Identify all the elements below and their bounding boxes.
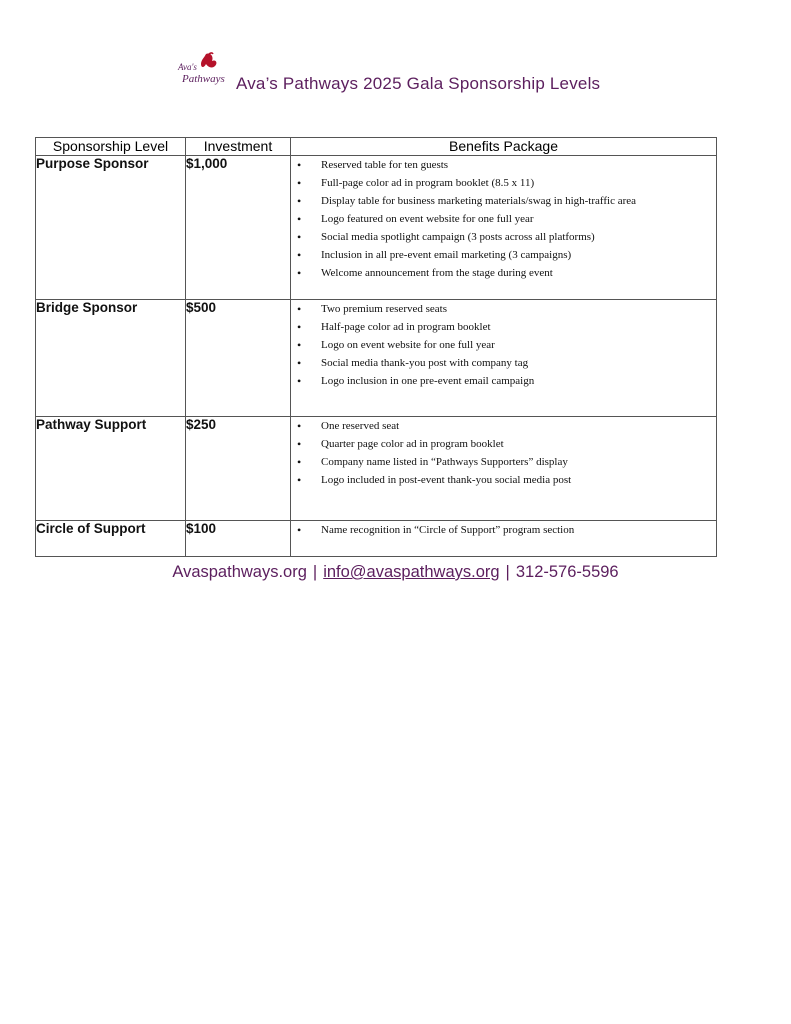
sponsorship-table [35, 137, 717, 557]
benefit-text: Logo on event website for one full year [321, 339, 495, 351]
benefit-item [291, 435, 716, 453]
benefit-item [291, 300, 716, 318]
website-link[interactable]: Avaspathways.org [172, 563, 307, 581]
separator: | [505, 563, 510, 581]
investment-amount: $500 [186, 300, 291, 417]
benefit-text: Two premium reserved seats [321, 303, 447, 315]
bullet-icon: • [297, 194, 302, 208]
logo [168, 50, 232, 90]
benefit-item [291, 246, 716, 264]
benefit-text: Full-page color ad in program booklet (8.5 x 11) [321, 177, 535, 189]
benefit-text: Company name listed in “Pathways Supporters” display [321, 456, 568, 468]
bullet-icon: • [297, 419, 302, 433]
bullet-icon: • [297, 230, 302, 244]
benefit-item [291, 336, 716, 354]
bullet-icon: • [297, 338, 302, 352]
benefits-cell [291, 417, 717, 521]
investment-amount: $1,000 [186, 156, 291, 300]
benefit-text: Quarter page color ad in program booklet [321, 438, 504, 450]
benefit-list [291, 300, 716, 390]
benefit-list [291, 521, 716, 539]
benefit-item [291, 156, 716, 174]
header-sponsorship-level: Sponsorship Level [36, 138, 186, 156]
table-row [36, 156, 717, 300]
benefit-text: Social media thank-you post with company tag [321, 357, 529, 369]
benefit-text: Half-page color ad in program booklet [321, 321, 491, 333]
benefit-list [291, 417, 716, 489]
bullet-icon: • [297, 266, 302, 280]
bird-logo-icon [168, 50, 232, 90]
benefit-item [291, 192, 716, 210]
bullet-icon: • [297, 473, 302, 487]
benefit-item [291, 174, 716, 192]
bullet-icon: • [297, 437, 302, 451]
contact-footer [0, 563, 791, 582]
bullet-icon: • [297, 523, 302, 537]
benefits-cell [291, 300, 717, 417]
benefit-item [291, 471, 716, 489]
svg-text:Pathways: Pathways [182, 73, 225, 85]
table-row [36, 417, 717, 521]
benefit-list [291, 156, 716, 282]
separator: | [312, 563, 318, 581]
benefit-text: Reserved table for ten guests [321, 159, 449, 171]
investment-amount: $250 [186, 417, 291, 521]
benefit-item [291, 228, 716, 246]
sponsorship-level: Pathway Support [36, 417, 186, 521]
benefit-item [291, 417, 716, 435]
bullet-icon: • [297, 176, 302, 190]
benefit-item [291, 264, 716, 282]
table-row [36, 300, 717, 417]
benefits-cell [291, 156, 717, 300]
benefit-text: Inclusion in all pre-event email marketing (3 campaigns) [321, 249, 572, 261]
benefit-text: Logo inclusion in one pre-event email campaign [321, 375, 535, 387]
investment-amount: $100 [186, 521, 291, 557]
table-row [36, 521, 717, 557]
benefit-text: Logo included in post-event thank-you social media post [321, 474, 572, 486]
benefit-text: One reserved seat [321, 420, 400, 432]
sponsorship-level: Bridge Sponsor [36, 300, 186, 417]
benefit-item [291, 521, 716, 539]
bullet-icon: • [297, 356, 302, 370]
benefit-text: Logo featured on event website for one full year [321, 213, 534, 225]
benefit-text: Display table for business marketing materials/swag in high-traffic area [321, 195, 637, 207]
benefit-item [291, 318, 716, 336]
bullet-icon: • [297, 320, 302, 334]
header-investment: Investment [186, 138, 291, 156]
email-link[interactable]: info@avaspathways.org [323, 563, 500, 581]
sponsorship-level: Purpose Sponsor [36, 156, 186, 300]
bullet-icon: • [297, 212, 302, 226]
benefit-item [291, 453, 716, 471]
bullet-icon: • [297, 455, 302, 469]
table-header-row [36, 138, 717, 156]
bullet-icon: • [297, 302, 302, 316]
bullet-icon: • [297, 248, 302, 262]
bullet-icon: • [297, 158, 302, 172]
phone-number: 312-576-5596 [515, 563, 619, 581]
header-benefits-package: Benefits Package [291, 138, 717, 156]
page-title: Ava’s Pathways 2025 Gala Sponsorship Levels [236, 74, 601, 93]
svg-text:Ava's: Ava's [178, 62, 197, 72]
benefit-item [291, 210, 716, 228]
benefit-item [291, 372, 716, 390]
benefit-text: Name recognition in “Circle of Support” program section [321, 524, 575, 536]
benefit-text: Social media spotlight campaign (3 posts across all platforms) [321, 231, 595, 243]
benefit-text: Welcome announcement from the stage during event [321, 267, 553, 279]
sponsorship-level: Circle of Support [36, 521, 186, 557]
benefit-item [291, 354, 716, 372]
benefits-cell [291, 521, 717, 557]
bullet-icon: • [297, 374, 302, 388]
